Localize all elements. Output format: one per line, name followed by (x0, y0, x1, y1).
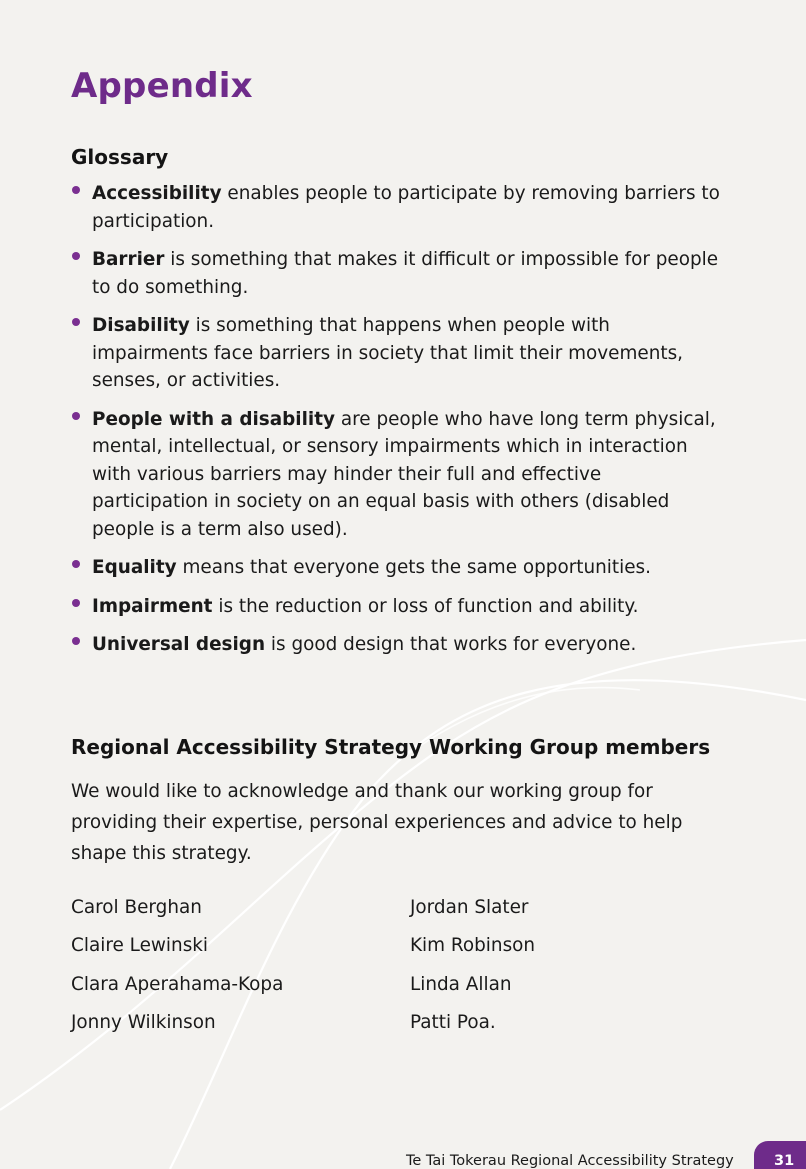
glossary-definition: is something that happens when people with impairments face barriers in society that limit their movements, senses, or activities. (92, 315, 684, 391)
glossary-item-barrier (71, 246, 721, 301)
bullet-icon (72, 318, 80, 326)
bullet-icon (72, 560, 80, 568)
glossary-term: Disability (92, 315, 190, 336)
footer-document-title: Te Tai Tokerau Regional Accessibility Strategy (406, 1153, 734, 1169)
glossary-definition: is something that makes it difficult or impossible for people to do something. (92, 249, 719, 298)
members-column-right (410, 889, 710, 1043)
page-title: Appendix (71, 66, 253, 106)
member-name: Carol Berghan (71, 896, 202, 918)
glossary-definition: enables people to participate by removing barriers to participation. (92, 183, 720, 232)
working-group-members (71, 889, 721, 1043)
glossary-item-accessibility (71, 180, 721, 235)
members-column-left (71, 889, 410, 1043)
glossary-term: Accessibility (92, 183, 222, 204)
page-number: 31 (774, 1153, 795, 1169)
bullet-icon (72, 637, 80, 645)
member-name: Patti Poa. (410, 1012, 496, 1033)
glossary-term: People with a disability (92, 408, 336, 430)
glossary-item-universal-design (71, 631, 721, 659)
page-number-tab (754, 1141, 806, 1169)
glossary-definition: means that everyone gets the same opportunities. (176, 557, 651, 578)
bullet-icon (72, 412, 80, 420)
member-name: Kim Robinson (410, 935, 536, 956)
glossary-item-equality (71, 554, 721, 582)
member-name: Claire Lewinski (71, 935, 209, 956)
glossary-item-disability (71, 312, 721, 395)
member-name: Jonny Wilkinson (71, 1012, 216, 1033)
glossary-item-people-with-a-disability (71, 406, 721, 544)
glossary-heading: Glossary (71, 145, 169, 169)
glossary-definition: is the reduction or loss of function and ability. (212, 595, 639, 617)
glossary-definition: are people who have long term physical, mental, intellectual, or sensory impairments which in interaction with various barriers may hinder their full and effective participation in society on an equal basis with others (disabled people is a term also used). (92, 408, 716, 540)
member-name: Jordan Slater (410, 896, 529, 918)
glossary-item-impairment (71, 593, 721, 621)
bullet-icon (72, 186, 80, 194)
glossary-term: Universal design (92, 634, 266, 655)
bullet-icon (72, 599, 80, 607)
page-content (71, 58, 721, 1043)
member-name: Linda Allan (410, 973, 512, 995)
member-name: Clara Aperahama-Kopa (71, 973, 284, 995)
glossary-term: Barrier (92, 249, 165, 270)
glossary-term: Equality (92, 557, 177, 578)
glossary-list (71, 180, 721, 659)
glossary-term: Impairment (92, 595, 213, 617)
bullet-icon (72, 252, 80, 260)
glossary-definition: is good design that works for everyone. (265, 634, 637, 655)
working-group-intro: We would like to acknowledge and thank our working group for providing their expertise, personal experiences and advice to help shape this strategy. (71, 780, 683, 864)
working-group-heading: Regional Accessibility Strategy Working Group members (71, 734, 711, 759)
